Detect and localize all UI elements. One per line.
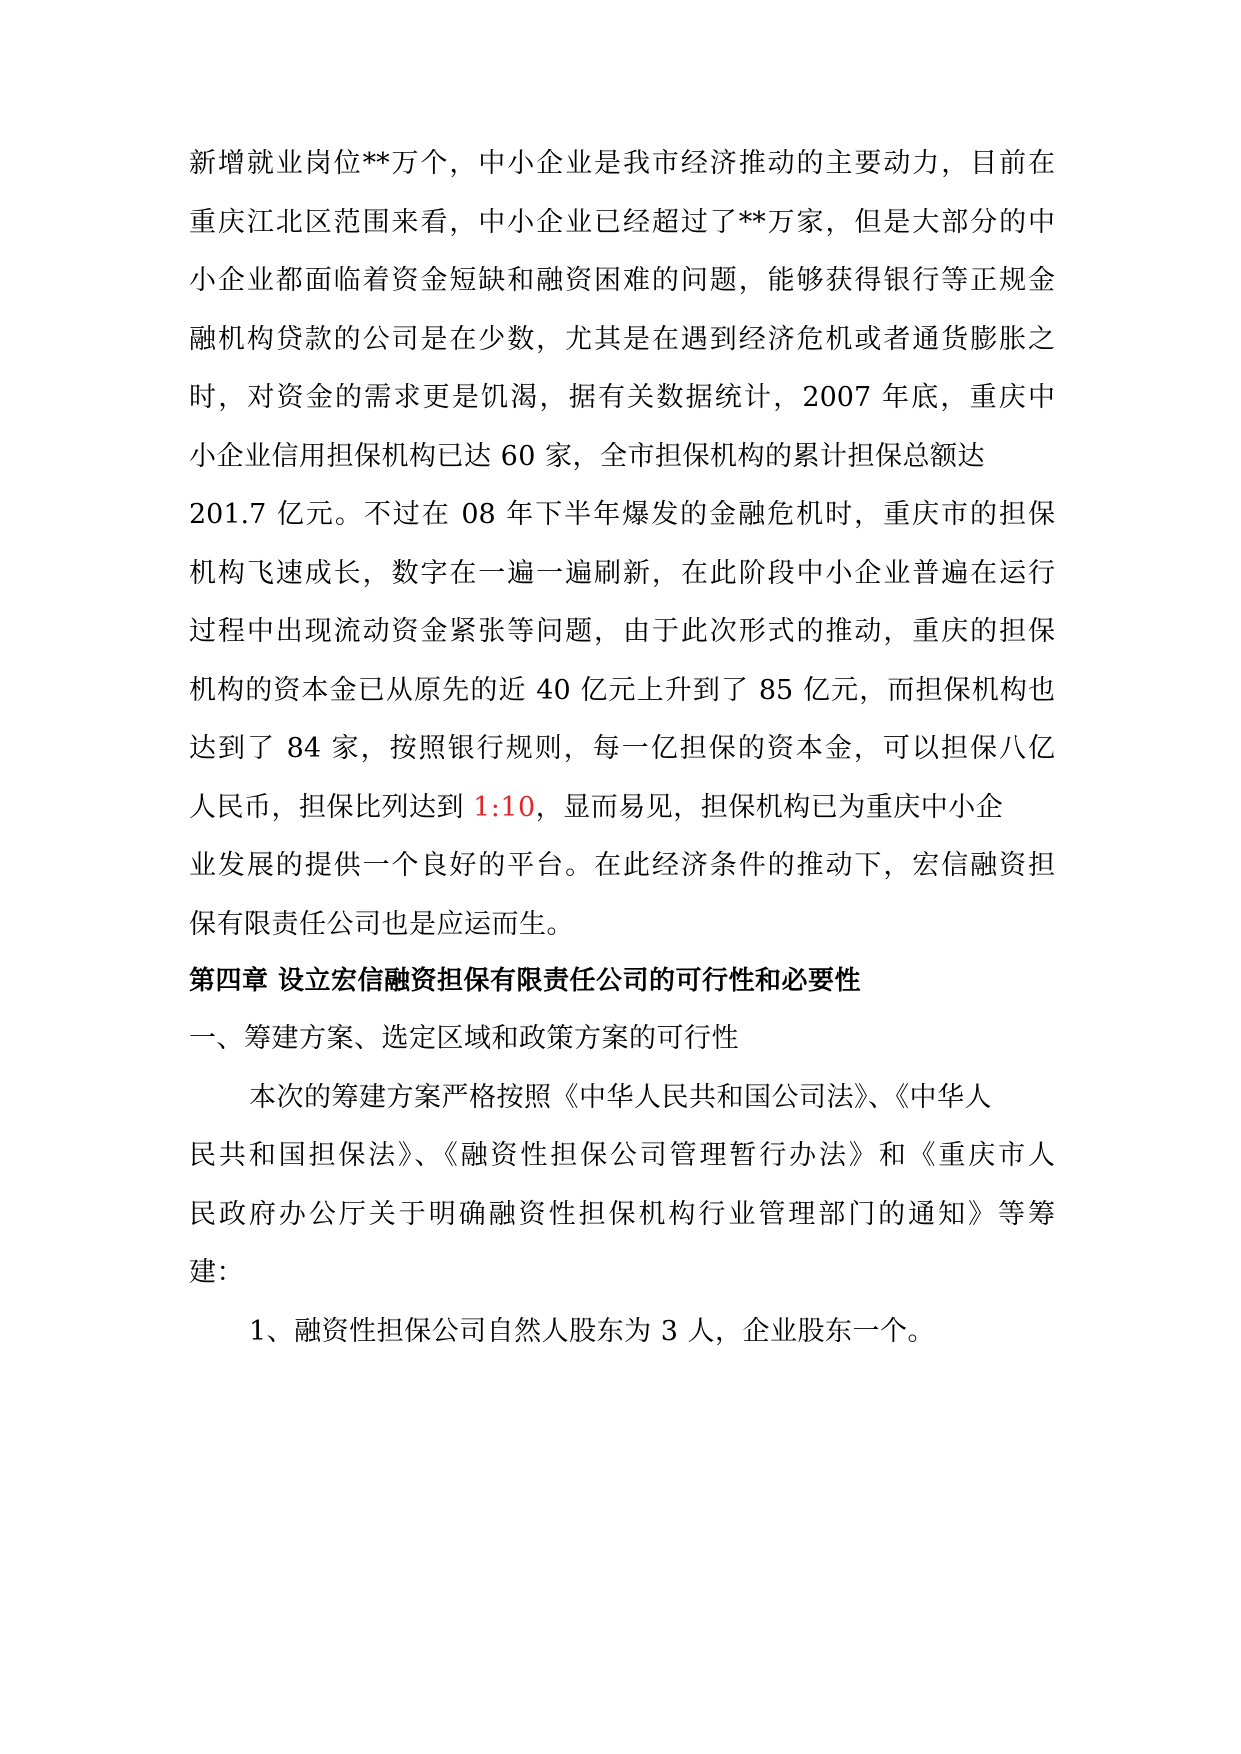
ratio-line-before: 人民币，担保比列达到 — [189, 792, 474, 823]
paragraph-line: 保有限责任公司也是应运而生。 — [189, 909, 574, 940]
paragraph-line: 新增就业岗位**万个，中小企业是我市经济推动的主要动力，目前在 — [189, 148, 1055, 179]
paragraph-line: 本次的筹建方案严格按照《中华人民共和国公司法》、《中华人 — [249, 1082, 992, 1113]
paragraph-line: 建： — [189, 1257, 244, 1288]
paragraph-line: 机构的资本金已从原先的近 40 亿元上升到了 85 亿元，而担保机构也 — [189, 675, 1055, 706]
list-item: 1、融资性担保公司自然人股东为 3 人，企业股东一个。 — [249, 1316, 936, 1347]
section-heading: 一、筹建方案、选定区域和政策方案的可行性 — [189, 1023, 739, 1054]
paragraph-line: 融机构贷款的公司是在少数，尤其是在遇到经济危机或者通货膨胀之 — [189, 324, 1055, 355]
paragraph-line: 重庆江北区范围来看，中小企业已经超过了**万家，但是大部分的中 — [189, 207, 1055, 238]
paragraph-line: 小企业信用担保机构已达 60 家，全市担保机构的累计担保总额达 — [189, 441, 986, 472]
paragraph-line: 业发展的提供一个良好的平台。在此经济条件的推动下，宏信融资担 — [189, 850, 1055, 881]
ratio-value-highlight: 1:10 — [473, 792, 536, 823]
paragraph-line: 时，对资金的需求更是饥渴，据有关数据统计，2007 年底，重庆中 — [189, 382, 1055, 413]
paragraph-line: 201.7 亿元。不过在 08 年下半年爆发的金融危机时，重庆市的担保 — [189, 499, 1055, 530]
paragraph-line: 过程中出现流动资金紧张等问题，由于此次形式的推动，重庆的担保 — [189, 616, 1055, 647]
chapter-heading: 第四章 设立宏信融资担保有限责任公司的可行性和必要性 — [189, 966, 862, 996]
paragraph-line: 民共和国担保法》、《融资性担保公司管理暂行办法》和《重庆市人 — [189, 1140, 1055, 1171]
ratio-line-after: ，显而易见，担保机构已为重庆中小企 — [535, 792, 1004, 823]
paragraph-line-ratio — [189, 786, 1003, 830]
paragraph-line: 小企业都面临着资金短缺和融资困难的问题，能够获得银行等正规金 — [189, 265, 1055, 296]
paragraph-line: 机构飞速成长，数字在一遍一遍刷新，在此阶段中小企业普遍在运行 — [189, 558, 1055, 589]
paragraph-line: 达到了 84 家，按照银行规则，每一亿担保的资本金，可以担保八亿 — [189, 733, 1055, 764]
paragraph-line: 民政府办公厅关于明确融资性担保机构行业管理部门的通知》等筹 — [189, 1199, 1055, 1230]
